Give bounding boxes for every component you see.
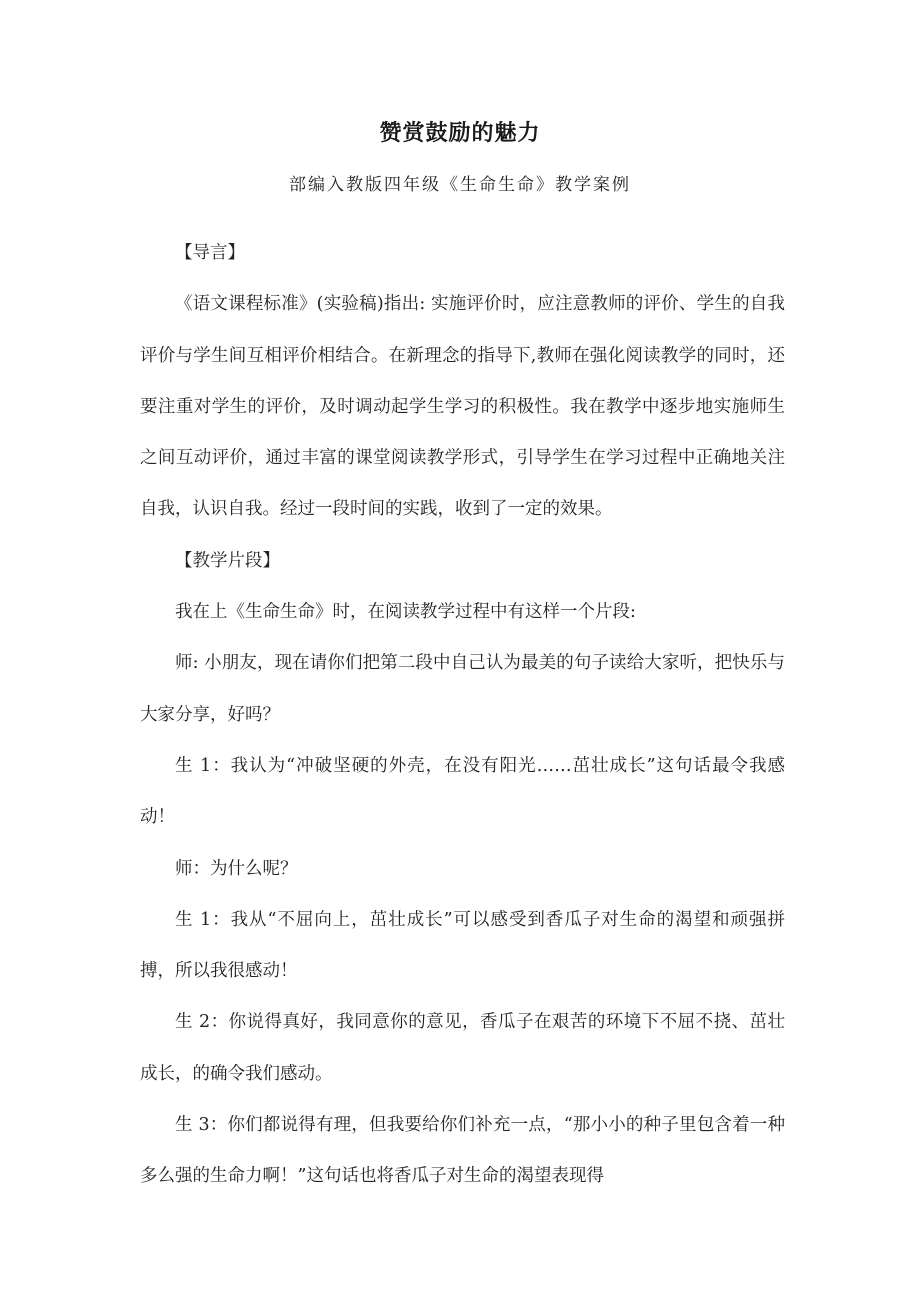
document-subtitle: 部编入教版四年级《生命生命》教学案例 <box>289 175 631 195</box>
dialogue-line: 生 1：我从“不屈向上，茁壮成长”可以感受到香瓜子对生命的渴望和顽强拼搏，所以我很感动！ <box>140 909 785 982</box>
document-title: 赞赏鼓励的魅力 <box>379 121 541 146</box>
section-heading-teaching-fragment: 【教学片段】 <box>175 550 280 571</box>
dialogue-line: 生 2：你说得真好，我同意你的意见，香瓜子在艰苦的环境下不屈不挠、茁壮成长，的确令我们感动。 <box>140 1012 785 1084</box>
paragraph-intro: 《语文课程标准》(实验稿)指出: 实施评价时，应注意教师的评价、学生的自我评价与学生间互相评价相结合。在新理念的指导下,教师在强化阅读教学的同时，还要注重对学生的评价，及时调动起学生学习的积极性。我在教学中逐步地实施师生之间互动评价，通过丰富的课堂阅读教学形式，引导学生在学习过程中正确地关注自我，认识自我。经过一段时间的实践，收到了一定的效果。 <box>140 294 785 520</box>
paragraph-fragment-intro: 我在上《生命生命》时，在阅读教学过程中有这样一个片段: <box>175 602 636 623</box>
dialogue-line: 生 1：我认为“冲破坚硬的外壳，在没有阳光……茁壮成长”这句话最令我感动！ <box>140 755 785 828</box>
document-body <box>140 228 785 1203</box>
section-heading-intro: 【导言】 <box>175 243 245 263</box>
dialogue-line: 师: 小朋友，现在请你们把第二段中自己认为最美的句子读给大家听，把快乐与大家分享，好吗？ <box>140 653 785 725</box>
dialogue-line: 生 3：你们都说得有理，但我要给你们补充一点，“那小小的种子里包含着一种多么强的生命力啊！”这句话也将香瓜子对生命的渴望表现得 <box>140 1115 785 1187</box>
dialogue-line: 师：为什么呢？ <box>175 858 298 879</box>
